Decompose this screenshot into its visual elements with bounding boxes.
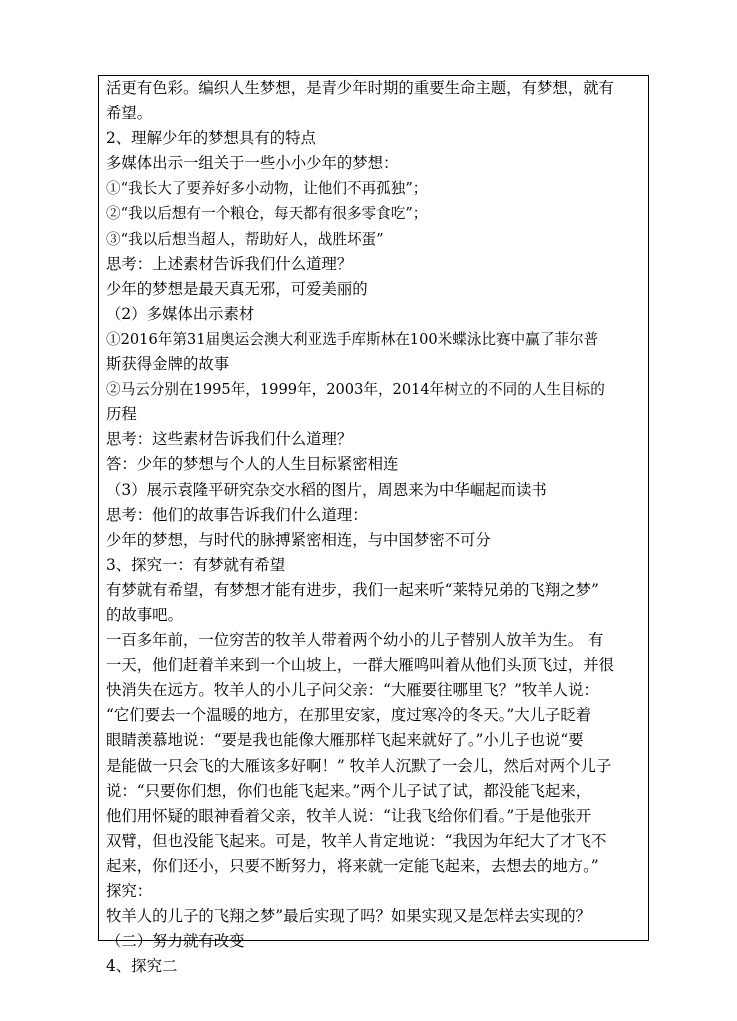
- section-heading: 4、探究二: [106, 957, 178, 976]
- text-line: ①2016年第31届奥运会澳大利亚选手库斯林在100米蝶泳比赛中赢了菲尔普: [106, 330, 599, 348]
- lesson-table-cell: [98, 75, 649, 976]
- story-line: “它们要去一个温暖的地方，在那里安家，度过寒冷的冬天。”大儿子眨着: [106, 706, 592, 725]
- story-line: 起来，你们还小，只要不断努力，将来就一定能飞起来，去想去的地方。”: [106, 856, 599, 875]
- story-line: 是能做一只会飞的大雁该多好啊！” 牧羊人沉默了一会儿，然后对两个儿子: [106, 756, 612, 775]
- text-line: 希望。: [106, 104, 153, 123]
- list-item: ②“我以后想有一个粮仓，每天都有很多零食吃”；: [106, 205, 428, 223]
- story-line: 一百多年前，一位穷苦的牧羊人带着两个幼小的儿子替别人放羊为生。 有: [106, 631, 604, 650]
- text-line: 思考：这些素材告诉我们什么道理？: [106, 430, 353, 449]
- text-line: 牧羊人的儿子的飞翔之梦”最后实现了吗？如果实现又是怎样去实现的？: [106, 907, 591, 926]
- list-item: ③“我以后想当超人，帮助好人，战胜坏蛋”: [106, 230, 384, 248]
- text-line: 思考：上述素材告诉我们什么道理？: [106, 254, 353, 273]
- section-heading: 2、理解少年的梦想具有的特点: [106, 129, 316, 148]
- story-line: 一天，他们赶着羊来到一个山坡上，一群大雁鸣叫着从他们头顶飞过，并很: [106, 656, 614, 675]
- text-line: ②马云分别在1995年，1999年，2003年，2014年树立的不同的人生目标的: [106, 381, 605, 399]
- subsection-heading: （2）多媒体出示素材: [106, 304, 255, 323]
- story-line: 他们用怀疑的眼神看着父亲，牧羊人说：“让我飞给你们看。”于是他张开: [106, 806, 592, 825]
- text-line: 思考：他们的故事告诉我们什么道理：: [106, 505, 368, 524]
- text-line: 答：少年的梦想与个人的人生目标紧密相连: [106, 455, 399, 474]
- story-line: 双臂，但也没能飞起来。可是，牧羊人肯定地说：“我因为年纪大了才飞不: [106, 831, 607, 850]
- text-line: 斯获得金牌的故事: [106, 355, 230, 374]
- lesson-text-body: [106, 76, 644, 979]
- list-item: ①“我长大了要养好多小动物，让他们不再孤独”；: [106, 180, 428, 198]
- text-line: 有梦就有希望，有梦想才能有进步，我们一起来听“莱特兄弟的飞翔之梦”: [106, 580, 599, 599]
- text-line: 多媒体出示一组关于一些小小少年的梦想：: [106, 154, 399, 173]
- subsection-heading: （3）展示袁隆平研究杂交水稻的图片，周恩来为中华崛起而读书: [106, 480, 547, 499]
- story-line: 眼睛羡慕地说：“要是我也能像大雁那样飞起来就好了。”小儿子也说“要: [106, 731, 584, 750]
- text-line: 探究：: [106, 882, 153, 900]
- subsection-heading: （二）努力就有改变: [106, 932, 245, 951]
- story-line: 说：“只要你们想，你们也能飞起来。”两个儿子试了试，都没能飞起来，: [106, 781, 592, 800]
- text-line: 历程: [106, 405, 137, 424]
- text-line: 的故事吧。: [106, 605, 183, 624]
- text-line: 活更有色彩。编织人生梦想，是青少年时期的重要生命主题，有梦想，就有: [106, 79, 614, 97]
- text-line: 少年的梦想，与时代的脉搏紧密相连，与中国梦密不可分: [106, 530, 491, 549]
- section-heading: 3、探究一：有梦就有希望: [106, 555, 286, 574]
- text-line: 少年的梦想是最天真无邪，可爱美丽的: [106, 279, 368, 298]
- story-line: 快消失在远方。牧羊人的小儿子问父亲：“大雁要往哪里飞？”牧羊人说：: [106, 681, 599, 700]
